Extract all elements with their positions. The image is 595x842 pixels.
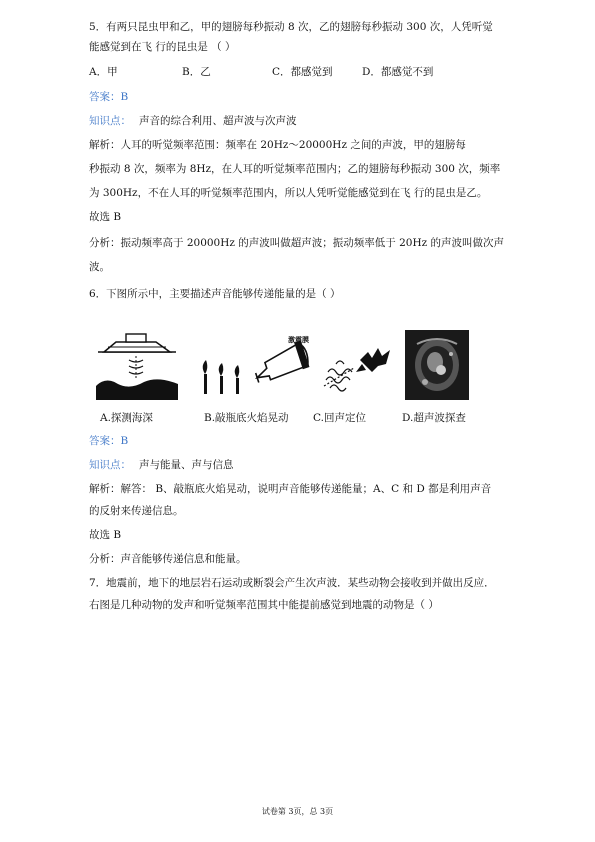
q6-kp-label: 知识点： bbox=[89, 459, 131, 471]
q5-option-a: A．甲 bbox=[89, 66, 118, 78]
q6-caption-a: A.探测海深 bbox=[100, 412, 153, 424]
q5-explanation-line2: 秒振动 8 次，频率为 8Hz，在人耳的听觉频率范围内；乙的翅膀每秒振动 300 次，频率 bbox=[89, 163, 501, 175]
q6-answer: 答案：B bbox=[89, 435, 129, 447]
q5-conclusion: 故选 B bbox=[89, 211, 122, 223]
q7-stem-line2: 右图是几种动物的发声和听觉频率范围其中能提前感觉到地震的动物是（ ） bbox=[89, 599, 439, 611]
figure-bottle-label: 激震膜 bbox=[288, 336, 309, 344]
q7-stem-line1: 7．地震前，地下的地层岩石运动或断裂会产生次声波．某些动物会接收到并做出反应． bbox=[89, 577, 495, 589]
q5-knowledge-point bbox=[89, 114, 297, 128]
q5-answer: 答案：B bbox=[89, 91, 129, 103]
figure-bottle-candles bbox=[196, 330, 326, 400]
q5-analysis-line2: 波。 bbox=[89, 261, 110, 273]
q5-stem-line2: 能感觉到在飞 行的昆虫是 （ ） bbox=[89, 41, 236, 53]
q6-knowledge-point bbox=[89, 458, 234, 472]
figure-ocean-sounding bbox=[96, 330, 178, 400]
page-footer: 试卷第 3页，总 3页 bbox=[261, 807, 334, 816]
q5-options bbox=[89, 65, 433, 79]
q5-stem-line1: 5．有两只昆虫甲和乙，甲的翅膀每秒振动 8 次，乙的翅膀每秒振动 300 次，人凭听觉 bbox=[89, 21, 493, 33]
q6-caption-b: B.敲瓶底火焰晃动 bbox=[204, 412, 289, 424]
q5-option-d: D．都感觉不到 bbox=[362, 66, 434, 78]
figure-ultrasound-scan bbox=[405, 330, 469, 400]
q5-explanation-line3: 为 300Hz，不在人耳的听觉频率范围内，所以人凭听觉能感觉到在飞 行的昆虫是乙。 bbox=[89, 187, 488, 199]
q6-analysis: 分析：声音能够传递信息和能量。 bbox=[89, 553, 247, 565]
figure-bat-echolocation bbox=[316, 330, 396, 400]
q6-explanation-line2: 的反射来传递信息。 bbox=[89, 505, 184, 517]
q6-conclusion: 故选 B bbox=[89, 529, 122, 541]
q5-analysis-line1: 分析：振动频率高于 20000Hz 的声波叫做超声波；振动频率低于 20Hz 的声波叫做次声 bbox=[89, 237, 504, 249]
q5-kp-label: 知识点： bbox=[89, 115, 131, 127]
q6-kp-text: 声与能量、声与信息 bbox=[139, 459, 234, 471]
q5-option-b: B．乙 bbox=[182, 66, 211, 78]
q5-explanation-line1: 解析：人耳的听觉频率范围：频率在 20Hz～20000Hz 之间的声波，甲的翅膀每 bbox=[89, 139, 466, 151]
q6-explanation-line1: 解析：解答： B、敲瓶底火焰晃动，说明声音能够传递能量；A、C 和 D 都是利用声音 bbox=[89, 483, 492, 495]
q6-caption-d: D.超声波探查 bbox=[402, 412, 466, 424]
q5-option-c: C．都感觉到 bbox=[272, 66, 333, 78]
q5-kp-text: 声音的综合利用、超声波与次声波 bbox=[139, 115, 297, 127]
q6-caption-c: C.回声定位 bbox=[313, 412, 366, 424]
q6-stem: 6．下图所示中，主要描述声音能够传递能量的是（ ） bbox=[89, 288, 341, 300]
